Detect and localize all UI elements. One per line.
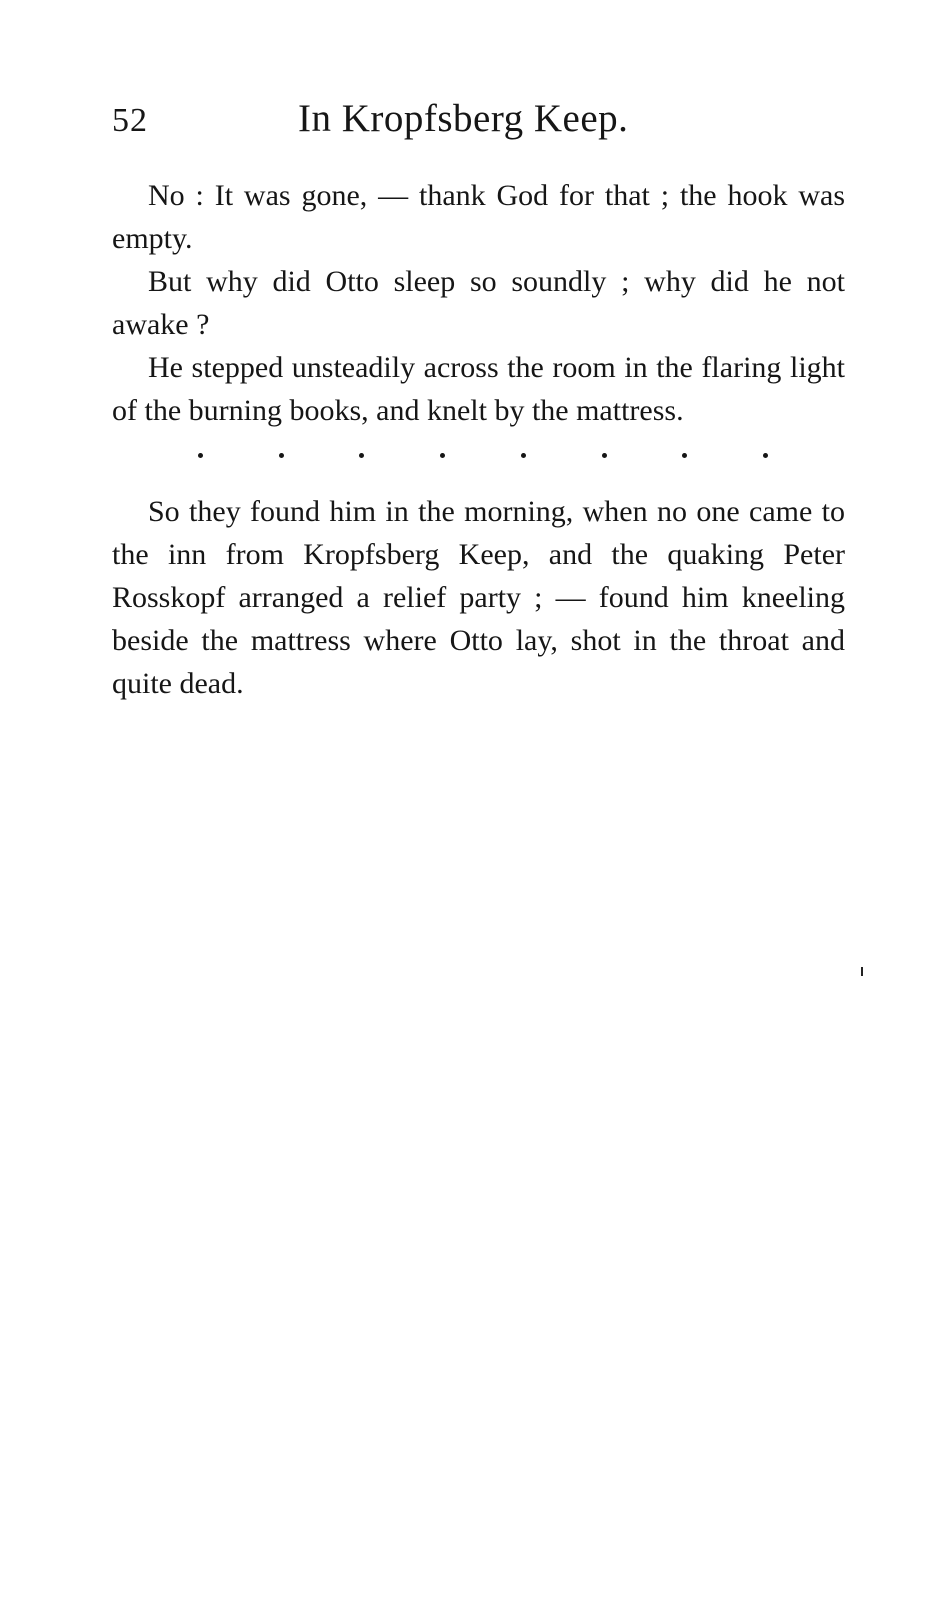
section-break-dot — [279, 453, 284, 458]
paragraph-2: But why did Otto sleep so soundly ; why did he not awake ? — [112, 265, 845, 341]
running-title: In Kropfsberg Keep. — [298, 97, 629, 140]
body-text — [112, 174, 845, 705]
paragraph-4: So they found him in the morning, when no one came to the inn from Kropfsberg Keep, and the quaking Peter Rosskopf arranged a relief party ; — found him kneeling beside the mattress where Otto lay, shot in the throat and quite dead. — [112, 495, 845, 700]
paragraph-3: He stepped unsteadily across the room in the flaring light of the burning books, and knelt by the mattress. — [112, 351, 845, 427]
section-break-dot — [198, 453, 203, 458]
paragraph-1: No : It was gone, — thank God for that ; the hook was empty. — [112, 179, 845, 255]
section-break-dots — [198, 440, 768, 470]
section-break-dot — [521, 453, 526, 458]
section-break-dot — [682, 453, 687, 458]
section-break-dot — [602, 453, 607, 458]
page-header — [112, 96, 852, 156]
section-break-dot — [359, 453, 364, 458]
section-break-dot — [440, 453, 445, 458]
page-number: 52 — [112, 102, 148, 139]
stray-mark — [861, 967, 863, 976]
section-break-dot — [763, 453, 768, 458]
